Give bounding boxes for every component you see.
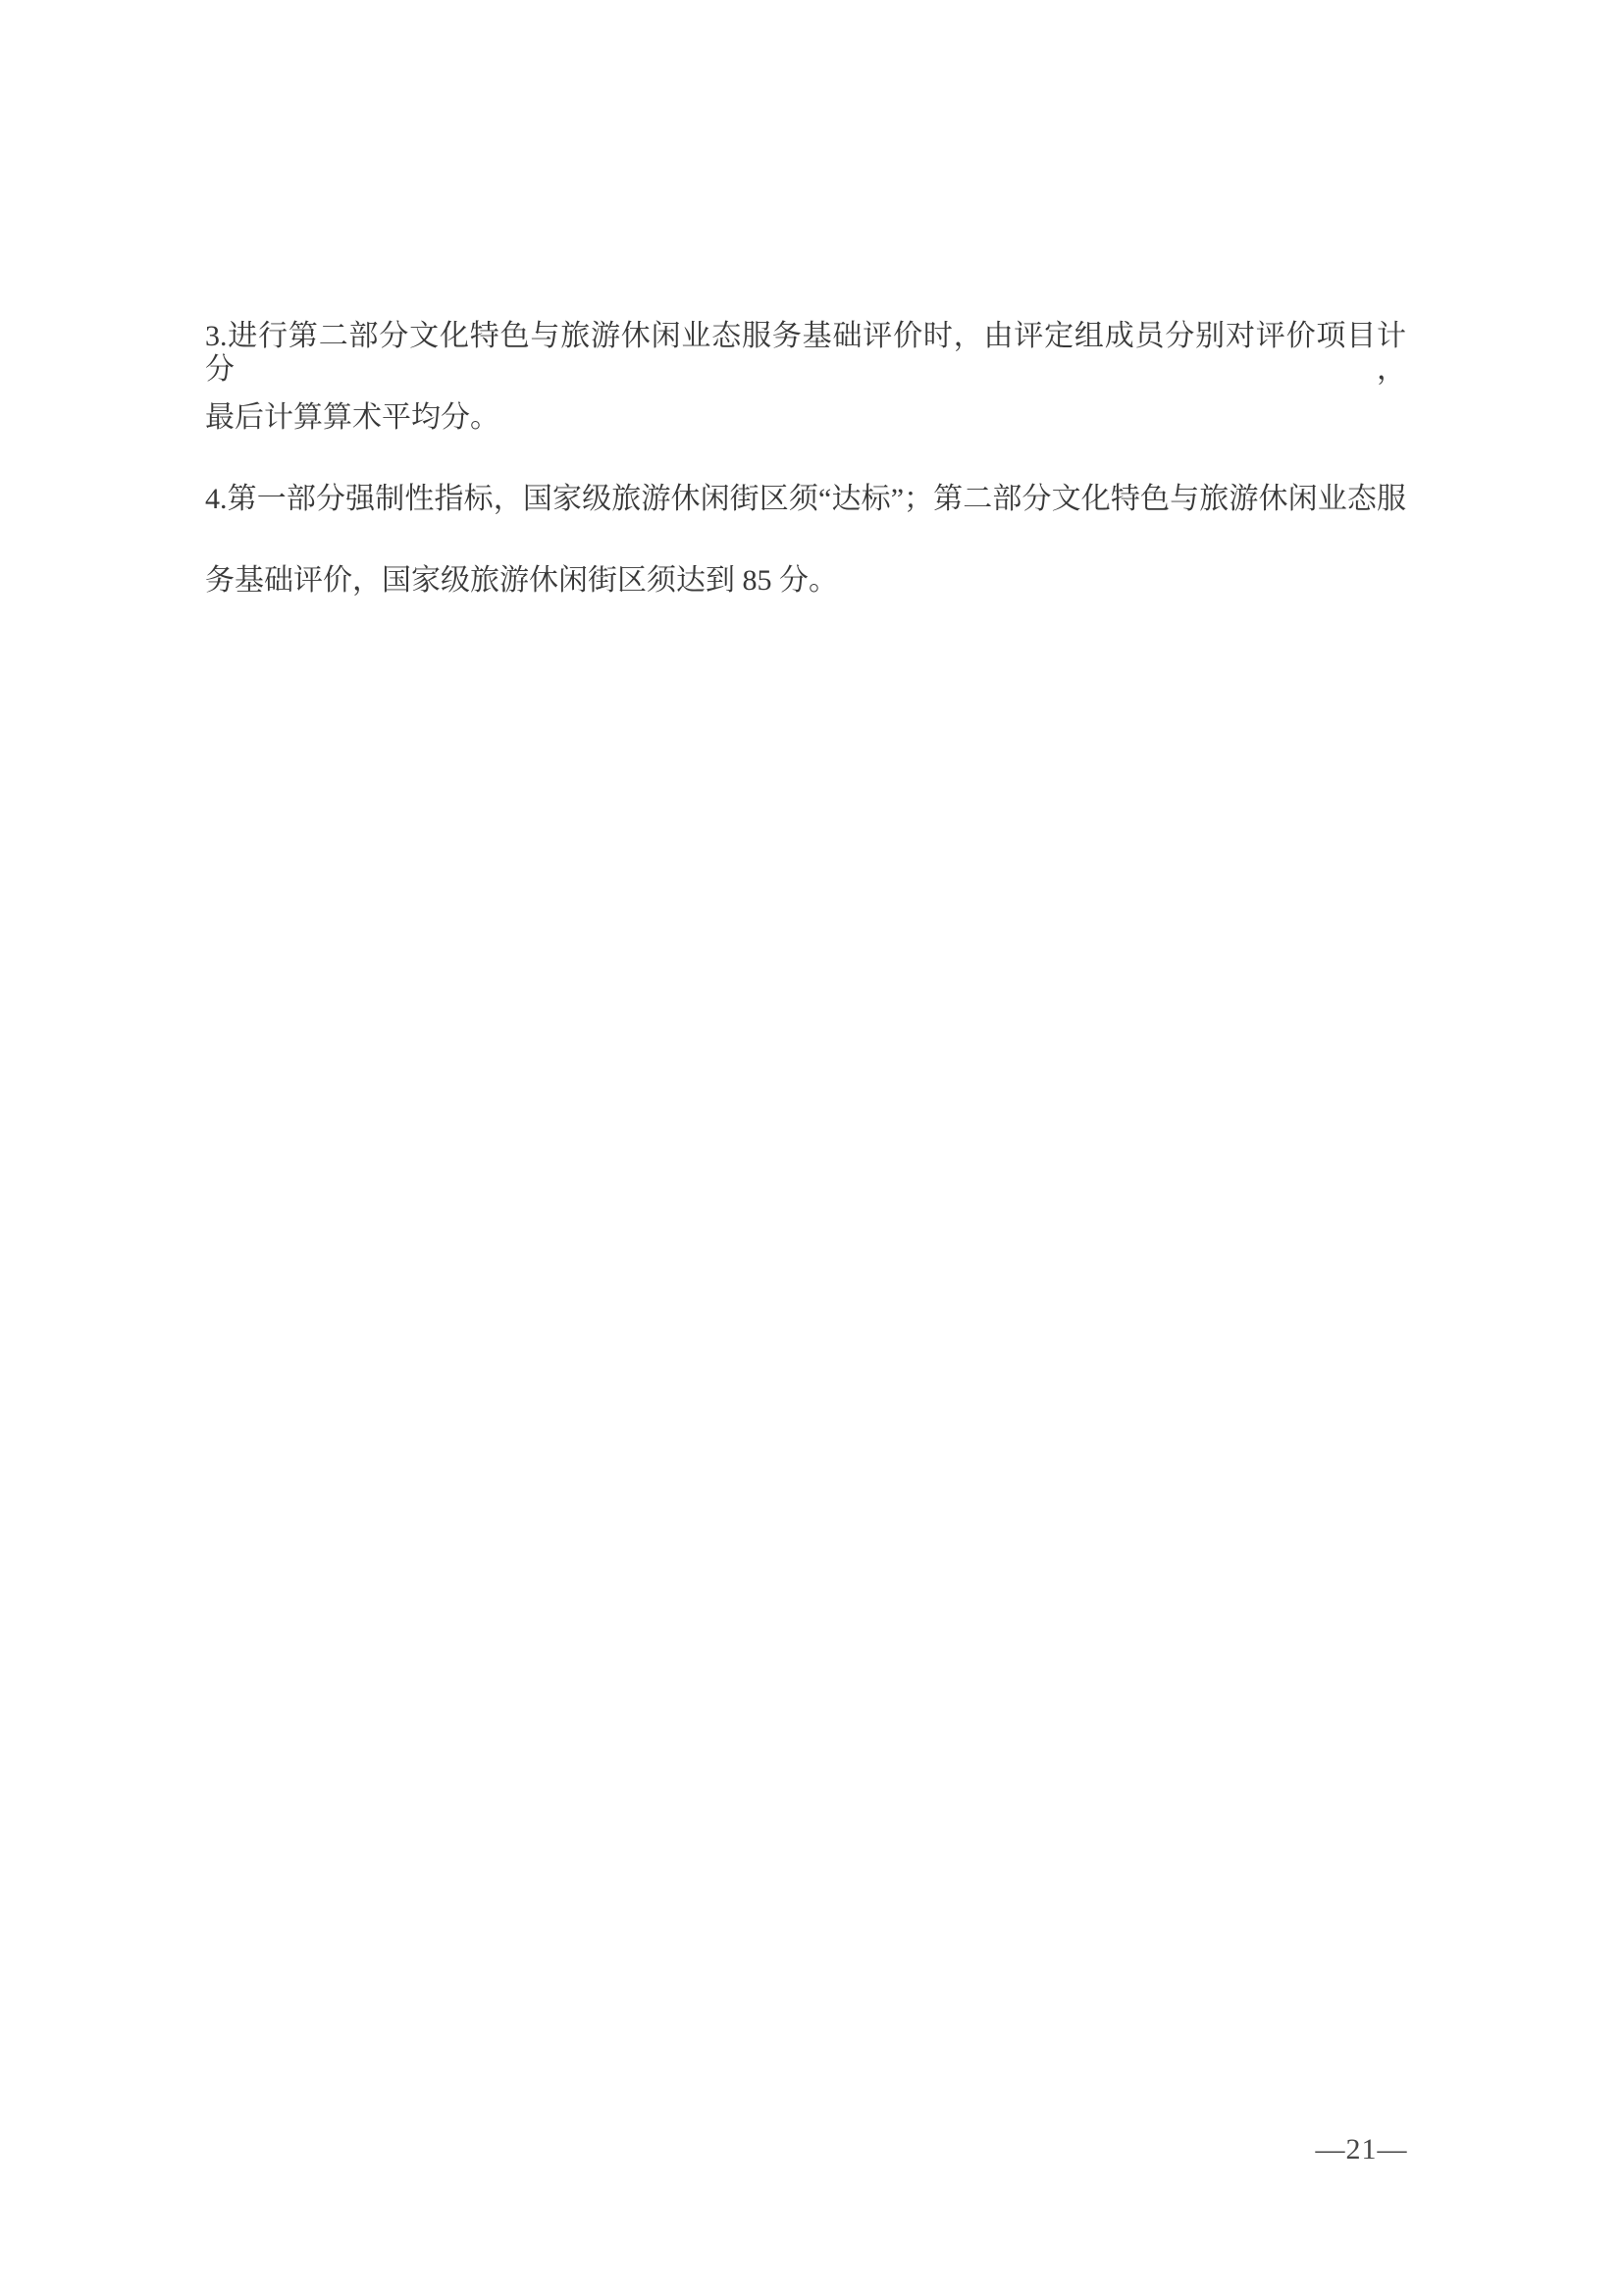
paragraph-3-line-2: 最后计算算术平均分。 <box>205 401 499 434</box>
paragraph-4-line-1: 4.第一部分强制性指标，国家级旅游休闲街区须“达标”；第二部分文化特色与旅游休闲业态服 <box>205 483 1406 515</box>
paragraph-3-line-1: 3.进行第二部分文化特色与旅游休闲业态服务基础评价时，由评定组成员分别对评价项目计分， <box>205 320 1406 386</box>
page-number: —21— <box>1315 2133 1408 2166</box>
paragraph-4-line-2: 务基础评价，国家级旅游休闲街区须达到 85 分。 <box>205 564 838 597</box>
